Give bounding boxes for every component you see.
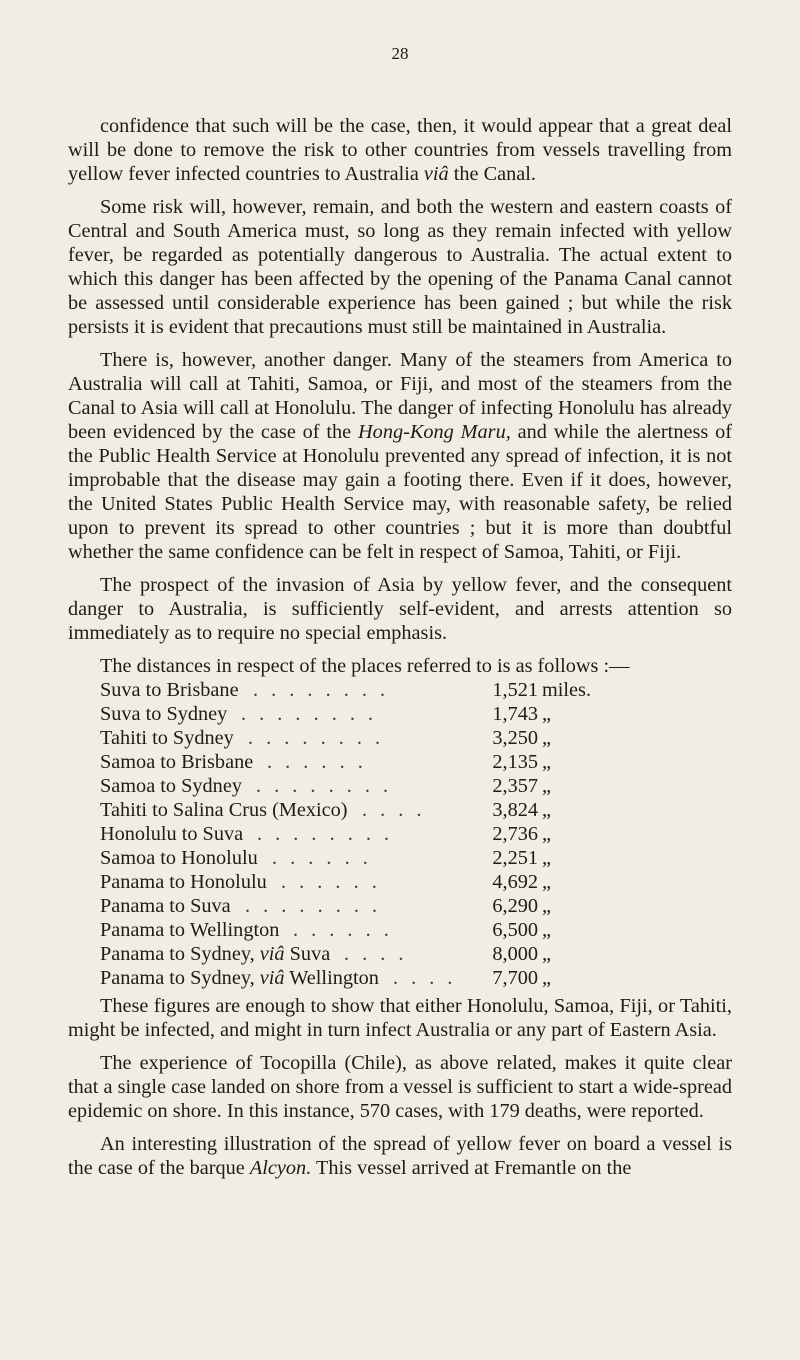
distance-unit: „ bbox=[542, 799, 552, 821]
dot-leader: . . . . . . bbox=[293, 919, 393, 941]
paragraph-canal-confidence bbox=[68, 114, 732, 186]
distance-value: 2,135 bbox=[492, 751, 538, 773]
distance-value: 7,700 bbox=[492, 967, 538, 989]
distance-unit: miles. bbox=[542, 679, 592, 701]
distance-unit: „ bbox=[542, 727, 552, 749]
dot-leader: . . . . . . . . bbox=[253, 679, 390, 701]
distance-route bbox=[100, 726, 234, 750]
route-text: Tahiti to Sydney bbox=[100, 727, 234, 749]
distance-unit: „ bbox=[542, 943, 552, 965]
route-text: Panama to Suva bbox=[100, 895, 231, 917]
distance-row bbox=[68, 678, 732, 702]
route-text: Samoa to Sydney bbox=[100, 775, 242, 797]
distance-unit: „ bbox=[542, 847, 552, 869]
distance-route bbox=[100, 822, 243, 846]
paragraph-text: confidence that such will be the case, then, it would appear that a great deal will be done to remove the risk to other countries from vessels travelling from yellow fever infected countries to Australia bbox=[68, 115, 732, 185]
distance-value: 4,692 bbox=[492, 871, 538, 893]
distances-intro: The distances in respect of the places referred to is as follows :— bbox=[100, 655, 630, 677]
distance-value: 6,290 bbox=[492, 895, 538, 917]
distance-unit: „ bbox=[542, 751, 552, 773]
paragraph-text: There is, however, another danger. Many of the steamers from America to Australia will call at Tahiti, Samoa, or Fiji, and most of the steamers from the Canal to Asia will call at Honolulu. The danger of infecting Honolulu has already been evidenced by the case of the bbox=[68, 349, 732, 443]
dot-leader: . . . . bbox=[344, 943, 408, 965]
distance-row bbox=[68, 894, 732, 918]
distance-route bbox=[100, 942, 330, 966]
distance-row bbox=[68, 870, 732, 894]
dot-leader: . . . . bbox=[362, 799, 426, 821]
distance-value: 2,736 bbox=[492, 823, 538, 845]
page-body bbox=[68, 114, 732, 1189]
distance-row bbox=[68, 918, 732, 942]
distance-route bbox=[100, 966, 379, 990]
paragraph-text: This vessel arrived at Fremantle on the bbox=[311, 1157, 632, 1179]
distance-unit: „ bbox=[542, 823, 552, 845]
distance-route bbox=[100, 750, 253, 774]
paragraph-tocopilla: The experience of Tocopilla (Chile), as above related, makes it quite clear that a single case landed on shore from a vessel is sufficient to start a wide-spread epidemic on shore. In this instance, 570 cases, with 179 deaths, were reported. bbox=[68, 1052, 732, 1122]
route-via: viâ bbox=[259, 943, 285, 965]
page-number: 28 bbox=[391, 44, 409, 63]
distance-row bbox=[68, 846, 732, 870]
ship-name: Hong-Kong Maru, bbox=[358, 421, 511, 443]
route-text: Panama to Honolulu bbox=[100, 871, 267, 893]
route-via: viâ bbox=[259, 967, 285, 989]
distance-value: 6,500 bbox=[492, 919, 538, 941]
distance-row bbox=[68, 966, 732, 990]
paragraph-asia-prospect: The prospect of the invasion of Asia by yellow fever, and the consequent danger to Australia, is sufficiently self-evident, and arrests attention so immediately as to require no special emphasis. bbox=[68, 574, 732, 644]
paragraph-text: and while the alertness of the Public Health Service at Honolulu prevented any spread of infection, it is not improbable that the disease may gain a footing there. Even if it does, however, the United States Public Health Service may, with reasonable safety, be relied upon to prevent its spread to other countries ; but it is more than doubtful whether the same confidence can be felt in respect of Samoa, Tahiti, or Fiji. bbox=[68, 421, 732, 563]
paragraph-text: An interesting illustration of the spread of yellow fever on board a vessel is the case of the barque bbox=[68, 1133, 732, 1179]
distance-unit: „ bbox=[542, 775, 552, 797]
distance-value: 2,251 bbox=[492, 847, 538, 869]
route-text: Tahiti to Salina Crus (Mexico) bbox=[100, 799, 348, 821]
distance-row bbox=[68, 822, 732, 846]
route-text: Panama to Sydney, bbox=[100, 943, 260, 965]
route-text: Samoa to Brisbane bbox=[100, 751, 254, 773]
route-text: Suva to Brisbane bbox=[100, 679, 239, 701]
distance-route bbox=[100, 702, 227, 726]
distance-route bbox=[100, 918, 279, 942]
distance-row bbox=[68, 726, 732, 750]
distance-route bbox=[100, 870, 267, 894]
distance-row bbox=[68, 798, 732, 822]
paragraph-another-danger bbox=[68, 348, 732, 564]
distance-unit: „ bbox=[542, 919, 552, 941]
ship-name: Alcyon. bbox=[249, 1157, 312, 1179]
distance-row bbox=[68, 774, 732, 798]
dot-leader: . . . . . . . . bbox=[241, 703, 378, 725]
distance-route bbox=[100, 894, 231, 918]
distance-unit: „ bbox=[542, 871, 552, 893]
dot-leader: . . . . . . bbox=[272, 847, 372, 869]
distance-value: 8,000 bbox=[492, 943, 538, 965]
distance-value: 1,521 bbox=[492, 679, 538, 701]
distance-route bbox=[100, 774, 242, 798]
distance-route bbox=[100, 846, 258, 870]
distance-row bbox=[68, 750, 732, 774]
paragraph-remaining-risk: Some risk will, however, remain, and both the western and eastern coasts of Central and South America must, so long as they remain infected with yellow fever, be regarded as potentially dangerous to Australia. The actual extent to which this danger has been affected by the opening of the Panama Canal cannot be assessed until considerable experience has been gained ; but while the risk persists it is evident that precautions must still be maintained in Australia. bbox=[68, 196, 732, 338]
distance-value: 1,743 bbox=[492, 703, 538, 725]
distance-value: 3,824 bbox=[492, 799, 538, 821]
distance-unit: „ bbox=[542, 895, 552, 917]
route-text: Panama to Sydney, bbox=[100, 967, 260, 989]
route-tail: Suva bbox=[284, 943, 331, 965]
dot-leader: . . . . . . bbox=[267, 751, 367, 773]
route-text: Samoa to Honolulu bbox=[100, 847, 258, 869]
distance-value: 3,250 bbox=[492, 727, 538, 749]
paragraph-text: the Canal. bbox=[448, 163, 536, 185]
distance-route bbox=[100, 798, 348, 822]
dot-leader: . . . . . . . . bbox=[257, 823, 394, 845]
dot-leader: . . . . . . . . bbox=[245, 895, 382, 917]
route-text: Honolulu to Suva bbox=[100, 823, 244, 845]
dot-leader: . . . . . . . . bbox=[256, 775, 393, 797]
distances-table bbox=[68, 678, 732, 990]
distance-route bbox=[100, 678, 239, 702]
paragraph-figures-conclusion: These figures are enough to show that either Honolulu, Samoa, Fiji, or Tahiti, might be infected, and might in turn infect Australia or any part of Eastern Asia. bbox=[68, 995, 732, 1041]
italic-term: viâ bbox=[423, 163, 449, 185]
route-text: Panama to Wellington bbox=[100, 919, 280, 941]
route-text: Suva to Sydney bbox=[100, 703, 228, 725]
dot-leader: . . . . . . bbox=[281, 871, 381, 893]
dot-leader: . . . . . . . . bbox=[248, 727, 385, 749]
distance-unit: „ bbox=[542, 967, 552, 989]
distance-value: 2,357 bbox=[492, 775, 538, 797]
route-tail: Wellington bbox=[284, 967, 379, 989]
distance-row bbox=[68, 702, 732, 726]
distance-unit: „ bbox=[542, 703, 552, 725]
dot-leader: . . . . bbox=[393, 967, 457, 989]
distance-row bbox=[68, 942, 732, 966]
paragraph-alcyon bbox=[68, 1132, 732, 1180]
